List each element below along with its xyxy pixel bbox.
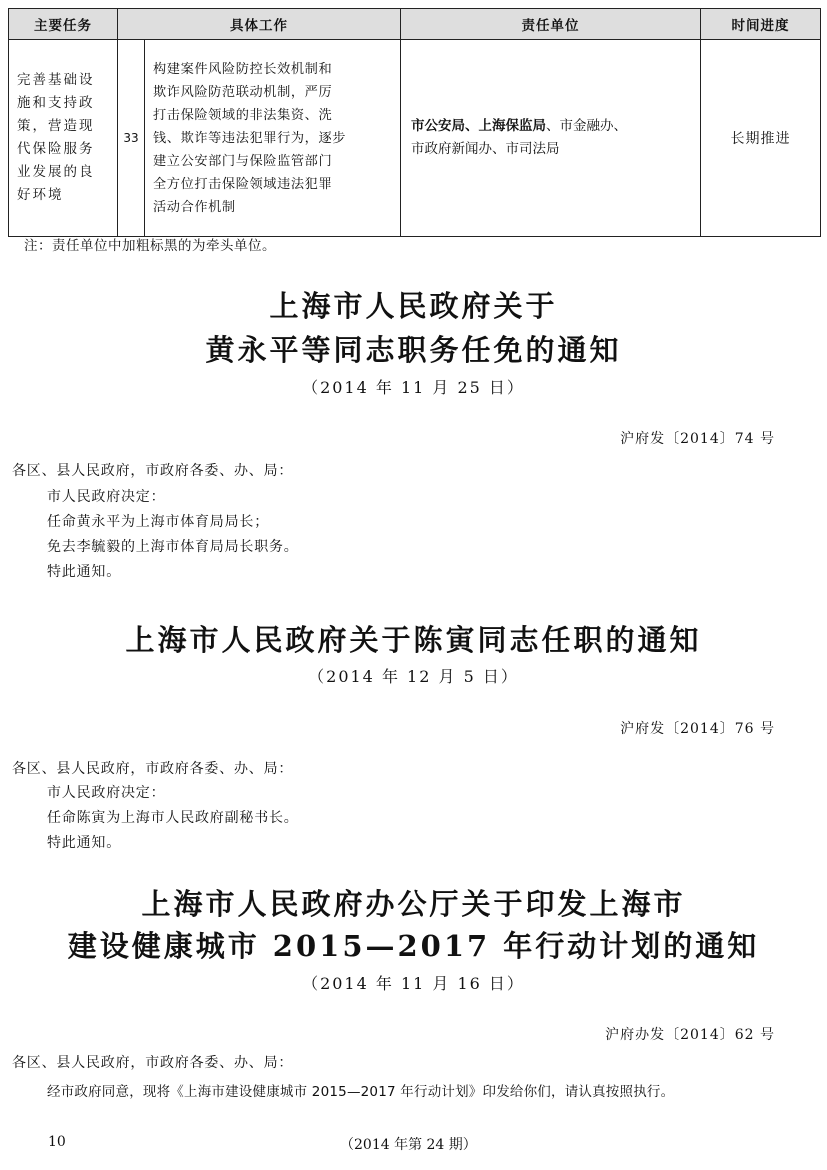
notice-1-body-line: 免去李毓毅的上海市体育局局长职务。 [47,539,299,555]
task-line: 策，营造现 [17,118,95,134]
table-note: 注：责任单位中加粗标黑的为牵头单位。 [24,238,276,254]
notice-3-body-line: 经市政府同意，现将《上海市建设健康城市 2015—2017 年行动计划》印发给你们，请认真按照执行。 [47,1084,675,1100]
notice-2-addressee: 各区、县人民政府，市政府各委、办、局： [12,761,294,777]
notice-3-date: （2014 年 11 月 16 日） [302,974,525,993]
header-specific-work: 具体工作 [118,9,401,40]
table-row [9,40,821,237]
lead-unit-public-security: 市公安局 [411,118,465,134]
notice-1-body-line: 任命黄永平为上海市体育局局长； [47,514,269,530]
notice-1-title-line-2: 黄永平等同志职务任免的通知 [205,333,622,367]
unit-line-1 [411,115,690,138]
notice-2-body-line: 特此通知。 [47,835,121,851]
notice-1-body-line: 特此通知。 [47,564,121,580]
header-responsible-unit: 责任单位 [401,9,701,40]
cell-responsible-unit [401,40,701,237]
notice-1-addressee: 各区、县人民政府，市政府各委、办、局： [12,463,294,479]
notice-2-body-line: 任命陈寅为上海市人民政府副秘书长。 [47,810,299,826]
header-time-progress: 时间进度 [701,9,821,40]
lead-unit-insurance-regulator: 上海保监局 [478,118,546,134]
cell-time-progress: 长期推进 [701,40,821,237]
work-line: 钱、欺诈等违法犯罪行为，逐步 [153,130,347,146]
notice-3-addressee: 各区、县人民政府，市政府各委、办、局： [12,1055,294,1071]
task-table [8,8,821,237]
work-line: 全方位打击保险领域违法犯罪 [153,176,333,192]
work-line: 建立公安部门与保险监管部门 [153,153,333,169]
notice-1-doc-number: 沪府发〔2014〕74 号 [620,431,775,447]
issue-label: （2014 年第 24 期） [340,1137,477,1153]
notice-1-date: （2014 年 11 月 25 日） [302,378,525,397]
cell-specific-work [145,40,401,237]
notice-2-body-line: 市人民政府决定： [47,785,166,801]
notice-2-doc-number: 沪府发〔2014〕76 号 [620,721,775,737]
unit-line-2: 市政府新闻办、市司法局 [411,141,560,157]
page-number: 10 [48,1134,66,1150]
notice-1-title-line-1: 上海市人民政府关于 [269,289,558,323]
notice-3-title-line-1: 上海市人民政府办公厅关于印发上海市 [141,887,686,921]
cell-item-number: 33 [118,40,145,237]
notice-2-title: 上海市人民政府关于陈寅同志任职的通知 [125,623,702,657]
table-header-row [9,9,821,40]
header-main-task: 主要任务 [9,9,118,40]
work-line: 构建案件风险防控长效机制和 [153,61,333,77]
task-line: 好环境 [17,187,64,203]
unit-separator: 、 [465,118,479,134]
task-line: 业发展的良 [17,164,95,180]
work-line: 活动合作机制 [153,199,236,215]
notice-2-date: （2014 年 12 月 5 日） [308,667,519,686]
task-line: 完善基础设 [17,72,95,88]
work-line: 欺诈风险防范联动机制，严厉 [153,84,333,100]
notice-1-body-line: 市人民政府决定： [47,489,166,505]
unit-other: 、市金融办、 [546,118,627,134]
task-line: 施和支持政 [17,95,95,111]
notice-3-doc-number: 沪府办发〔2014〕62 号 [605,1027,775,1043]
notice-3-title-line-2: 建设健康城市 2015—2017 年行动计划的通知 [67,929,760,963]
work-line: 打击保险领域的非法集资、洗 [153,107,333,123]
cell-main-task [9,40,118,237]
task-line: 代保险服务 [17,141,95,157]
